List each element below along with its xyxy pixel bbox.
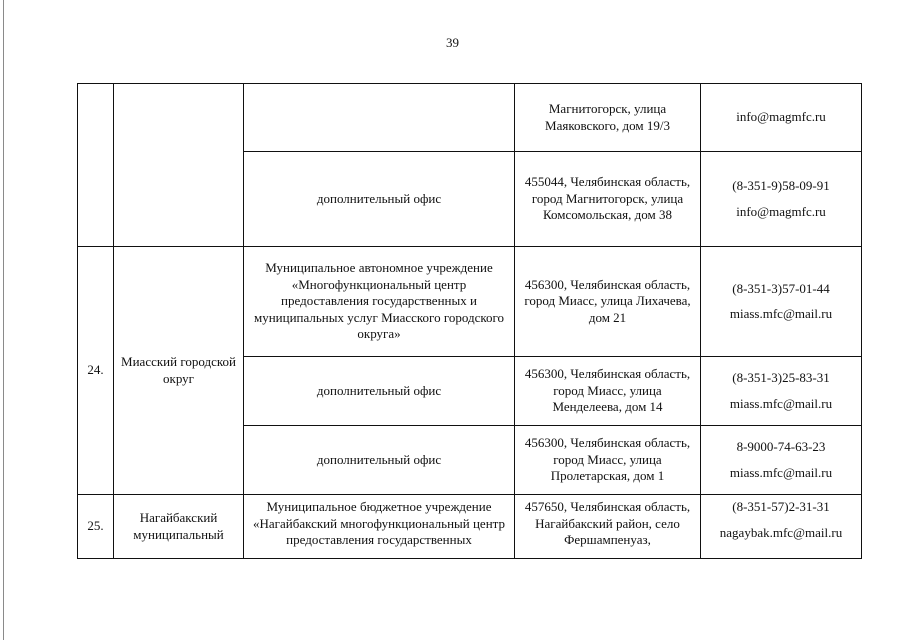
email-text: miass.mfc@mail.ru <box>729 464 833 480</box>
address-cell: 456300, Челябинская область, город Миасс, улица Пролетарская, дом 1 <box>515 426 701 495</box>
number-cell-empty <box>78 84 114 247</box>
contact-cell <box>701 84 862 152</box>
mfc-directory-table <box>77 83 862 559</box>
table-row <box>78 84 862 152</box>
phone-text: 8-9000-74-63-23 <box>736 439 826 454</box>
address-cell: 456300, Челябинская область, город Миасс, улица Лихачева, дом 21 <box>515 247 701 357</box>
address-cell: 456300, Челябинская область, город Миасс, улица Менделеева, дом 14 <box>515 357 701 426</box>
email-text: nagaybak.mfc@mail.ru <box>719 524 843 540</box>
contact-cell <box>701 357 862 426</box>
record-number: 24. <box>78 247 114 495</box>
address-cell: Магнитогорск, улица Маяковского, дом 19/3 <box>515 84 701 152</box>
email-text: info@magmfc.ru <box>736 203 826 219</box>
organization-cell: дополнительный офис <box>244 152 515 247</box>
organization-cell <box>244 84 515 152</box>
organization-cell: дополнительный офис <box>244 357 515 426</box>
address-cell: 455044, Челябинская область, город Магнитогорск, улица Комсомольская, дом 38 <box>515 152 701 247</box>
table-row <box>78 247 862 357</box>
phone-text: (8-351-9)58-09-91 <box>732 178 830 193</box>
contact-cell <box>701 247 862 357</box>
email-text: info@magmfc.ru <box>736 109 826 125</box>
district-name: Миасский городской округ <box>114 247 244 495</box>
contact-cell <box>701 426 862 495</box>
phone-text: (8-351-3)57-01-44 <box>732 280 830 296</box>
contact-cell <box>701 495 862 559</box>
email-text: miass.mfc@mail.ru <box>729 306 833 321</box>
record-number: 25. <box>78 495 114 559</box>
address-cell: 457650, Челябинская область, Нагайбакский район, село Фершампенуаз, <box>515 495 701 559</box>
table-row <box>78 495 862 559</box>
email-text: miass.mfc@mail.ru <box>729 395 833 411</box>
organization-cell: Муниципальное бюджетное учреждение «Нагайбакский многофункциональный центр предоставления государственных <box>244 495 515 559</box>
phone-text: (8-351-3)25-83-31 <box>732 370 830 385</box>
district-cell-empty <box>114 84 244 247</box>
page-left-edge <box>3 0 4 640</box>
contact-cell <box>701 152 862 247</box>
phone-text: (8-351-57)2-31-31 <box>732 499 830 514</box>
page-number: 39 <box>446 35 459 50</box>
district-name: Нагайбакский муниципальный <box>114 495 244 559</box>
organization-cell: Муниципальное автономное учреждение «Многофункциональный центр предоставления государственных и муниципальных услуг Миасского городского округа» <box>244 247 515 357</box>
organization-cell: дополнительный офис <box>244 426 515 495</box>
